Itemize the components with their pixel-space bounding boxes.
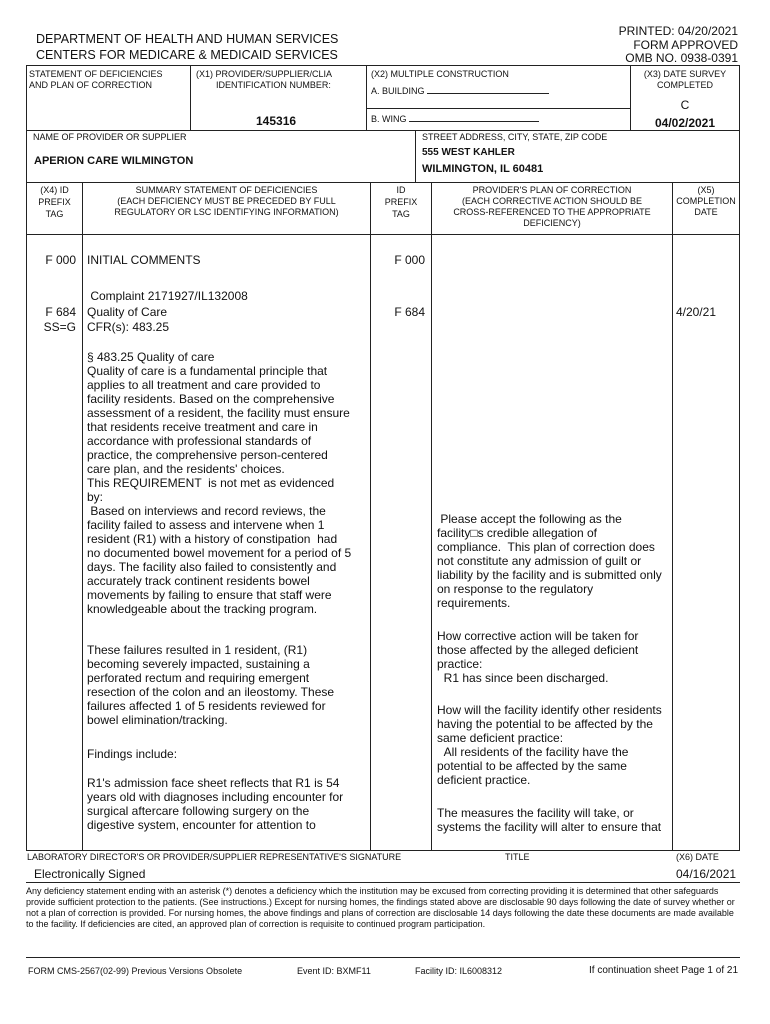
plan-identify-residents: How will the facility identify other residents having the potential to be affected by the same deficient practice: All residents of the facility have the potential to be affected by the same deficient practice. <box>437 703 662 787</box>
summary-header-1: SUMMARY STATEMENT OF DEFICIENCIES <box>135 185 318 195</box>
statement-label-1: STATEMENT OF DEFICIENCIES <box>29 69 163 79</box>
x5-header-3: DATE <box>694 207 718 217</box>
provider-name-label: NAME OF PROVIDER OR SUPPLIER <box>33 132 187 142</box>
plan-corrective-action: How corrective action will be taken for those affected by the alleged deficient practice: R1 has since been discharged. <box>437 629 639 685</box>
rule-provider-split <box>415 130 416 182</box>
date-label: (X6) DATE <box>676 852 719 862</box>
deficiency-statement: § 483.25 Quality of care Quality of care is a fundamental principle that applies to all treatment and care provided to facility residents. Based on the comprehensive assessment of a resident, the facility must ensure that residents receive treatment and care in accordance with professional standards of practice, the comprehensive person-centered care plan, and the residents' choices. This REQUIREMENT is not met as evidenced by: Based on interviews and record reviews, the facility failed to assess and intervene when 1 resident (R1) with a history of constipation had no documented bowel movement for a period of 5 days. The facility also failed to consistently and accurately track continent residents bowel movements by failing to ensure that staff were knowledgeable about the tracking program. <box>87 350 352 616</box>
completion-date: 4/20/21 <box>675 305 716 319</box>
complaint-number: Complaint 2171927/IL132008 <box>87 289 248 303</box>
quality-of-care-title: Quality of Care <box>87 305 168 319</box>
x5-header-2: COMPLETION <box>676 196 736 206</box>
id-header-2: PREFIX <box>384 197 418 207</box>
plan-measures: The measures the facility will take, or systems the facility will alter to ensure that <box>437 806 662 834</box>
plan-header-1: PROVIDER'S PLAN OF CORRECTION <box>472 185 632 195</box>
x3-code: C <box>680 98 690 112</box>
form-number: FORM CMS-2567(02-99) Previous Versions Obsolete <box>28 966 243 976</box>
findings-include: Findings include: <box>87 747 178 761</box>
signature-value: Electronically Signed <box>34 867 146 881</box>
city-state-zip: WILMINGTON, IL 60481 <box>422 163 544 175</box>
x2-building-label: A. BUILDING <box>371 86 425 96</box>
x3-date: 04/02/2021 <box>654 116 716 130</box>
plan-header-3: CROSS-REFERENCED TO THE APPROPRIATE <box>453 207 651 217</box>
plan-header-4: DEFICIENCY) <box>523 218 581 228</box>
rule-v1 <box>190 65 191 130</box>
x2-wing-line <box>409 113 539 122</box>
plan-allegation: Please accept the following as the facility□s credible allegation of compliance. This plan of correction does not constitute any admission of guilt or liability by the facility and is submitted only on response to the regulatory requirements. <box>437 512 662 610</box>
x1-label-1: (X1) PROVIDER/SUPPLIER/CLIA <box>196 69 333 79</box>
id-header-1: ID <box>396 185 406 195</box>
omb-number: OMB NO. 0938-0391 <box>625 51 738 65</box>
printed-date: PRINTED: 04/20/2021 <box>618 24 738 38</box>
rule-top <box>26 65 740 66</box>
col-rule-3 <box>431 182 432 850</box>
x3-label-1: (X3) DATE SURVEY <box>643 69 727 79</box>
provider-id-number: 145316 <box>256 114 297 128</box>
x4-header-1: (X4) ID <box>40 185 69 195</box>
signature-label: LABORATORY DIRECTOR'S OR PROVIDER/SUPPLIER REPRESENTATIVE'S SIGNATURE <box>27 852 402 862</box>
tag-f000-right: F 000 <box>394 253 425 267</box>
findings-r1: R1's admission face sheet reflects that R1 is 54 years old with diagnoses including encounter for surgical aftercare following surgery on the digestive system, encounter for attention to <box>87 776 344 832</box>
rule-header-bottom <box>26 130 740 131</box>
x5-header-1: (X5) <box>697 185 715 195</box>
form-approved: FORM APPROVED <box>633 38 738 52</box>
x2-wing-label: B. WING <box>371 114 407 124</box>
tag-f684-right: F 684 <box>394 305 425 319</box>
plan-header-2: (EACH CORRECTIVE ACTION SHOULD BE <box>461 196 643 206</box>
rule-provider-bottom <box>26 182 740 183</box>
x4-header-2: PREFIX <box>38 197 71 207</box>
id-header-3: TAG <box>392 209 410 219</box>
x3-label-2: COMPLETED <box>656 80 713 90</box>
x2-label: (X2) MULTIPLE CONSTRUCTION <box>371 69 509 79</box>
tag-f000: F 000 <box>45 253 76 267</box>
statement-label-2: AND PLAN OF CORRECTION <box>29 80 153 90</box>
x2-wing <box>371 113 539 125</box>
initial-comments: INITIAL COMMENTS <box>87 253 201 267</box>
x2-building-line <box>427 85 549 94</box>
cfr-reference: CFR(s): 483.25 <box>87 320 170 334</box>
page-indicator: If continuation sheet Page 1 of 21 <box>589 965 738 976</box>
signature-date: 04/16/2021 <box>676 867 737 881</box>
street-address: 555 WEST KAHLER <box>422 147 515 158</box>
disclaimer: Any deficiency statement ending with an asterisk (*) denotes a deficiency which the institution may be excused from correcting providing it is determined that other safeguards provide sufficient protection to the patients. (See instructions.) Except for nursing homes, the findings stated above are disclosable 90 days following the date of survey whether or not a plan of correction is provided. For nursing homes, the above findings and plans of correction are disclosable 14 days following the date these documents are made available to the facility. If deficiencies are cited, an approved plan of correction is requisite to continued program participation. <box>26 886 735 929</box>
event-id: Event ID: BXMF11 <box>297 966 371 976</box>
summary-header-3: REGULATORY OR LSC IDENTIFYING INFORMATION) <box>114 207 339 217</box>
rule-signature-top <box>26 850 740 851</box>
summary-header-2: (EACH DEFICIENCY MUST BE PRECEDED BY FULL <box>117 196 336 206</box>
agency-title: CENTERS FOR MEDICARE & MEDICAID SERVICES <box>36 48 338 62</box>
col-rule-1 <box>82 182 83 850</box>
deficiency-failures: These failures resulted in 1 resident, (R1) becoming severely impacted, sustaining a perforated rectum and requiring emergent resection of the colon and an ileostomy. These failures affected 1 of 5 residents reviewed for bowel elimination/tracking. <box>87 643 335 727</box>
department-title: DEPARTMENT OF HEALTH AND HUMAN SERVICES <box>36 32 339 46</box>
x2-building <box>371 85 549 97</box>
col-rule-2 <box>370 182 371 850</box>
x4-header-3: TAG <box>45 209 64 219</box>
rule-x2-mid <box>366 108 630 109</box>
address-label: STREET ADDRESS, CITY, STATE, ZIP CODE <box>422 132 608 142</box>
title-label: TITLE <box>505 852 530 862</box>
rule-columns-bottom <box>26 234 740 235</box>
rule-footer <box>26 957 740 958</box>
x1-label-2: IDENTIFICATION NUMBER: <box>216 80 331 90</box>
tag-f684: F 684 <box>45 305 76 319</box>
rule-signature-bottom <box>26 882 740 883</box>
facility-id: Facility ID: IL6008312 <box>415 966 503 976</box>
tag-ssg: SS=G <box>43 320 76 334</box>
rule-v2 <box>366 65 367 130</box>
provider-name: APERION CARE WILMINGTON <box>34 155 194 167</box>
